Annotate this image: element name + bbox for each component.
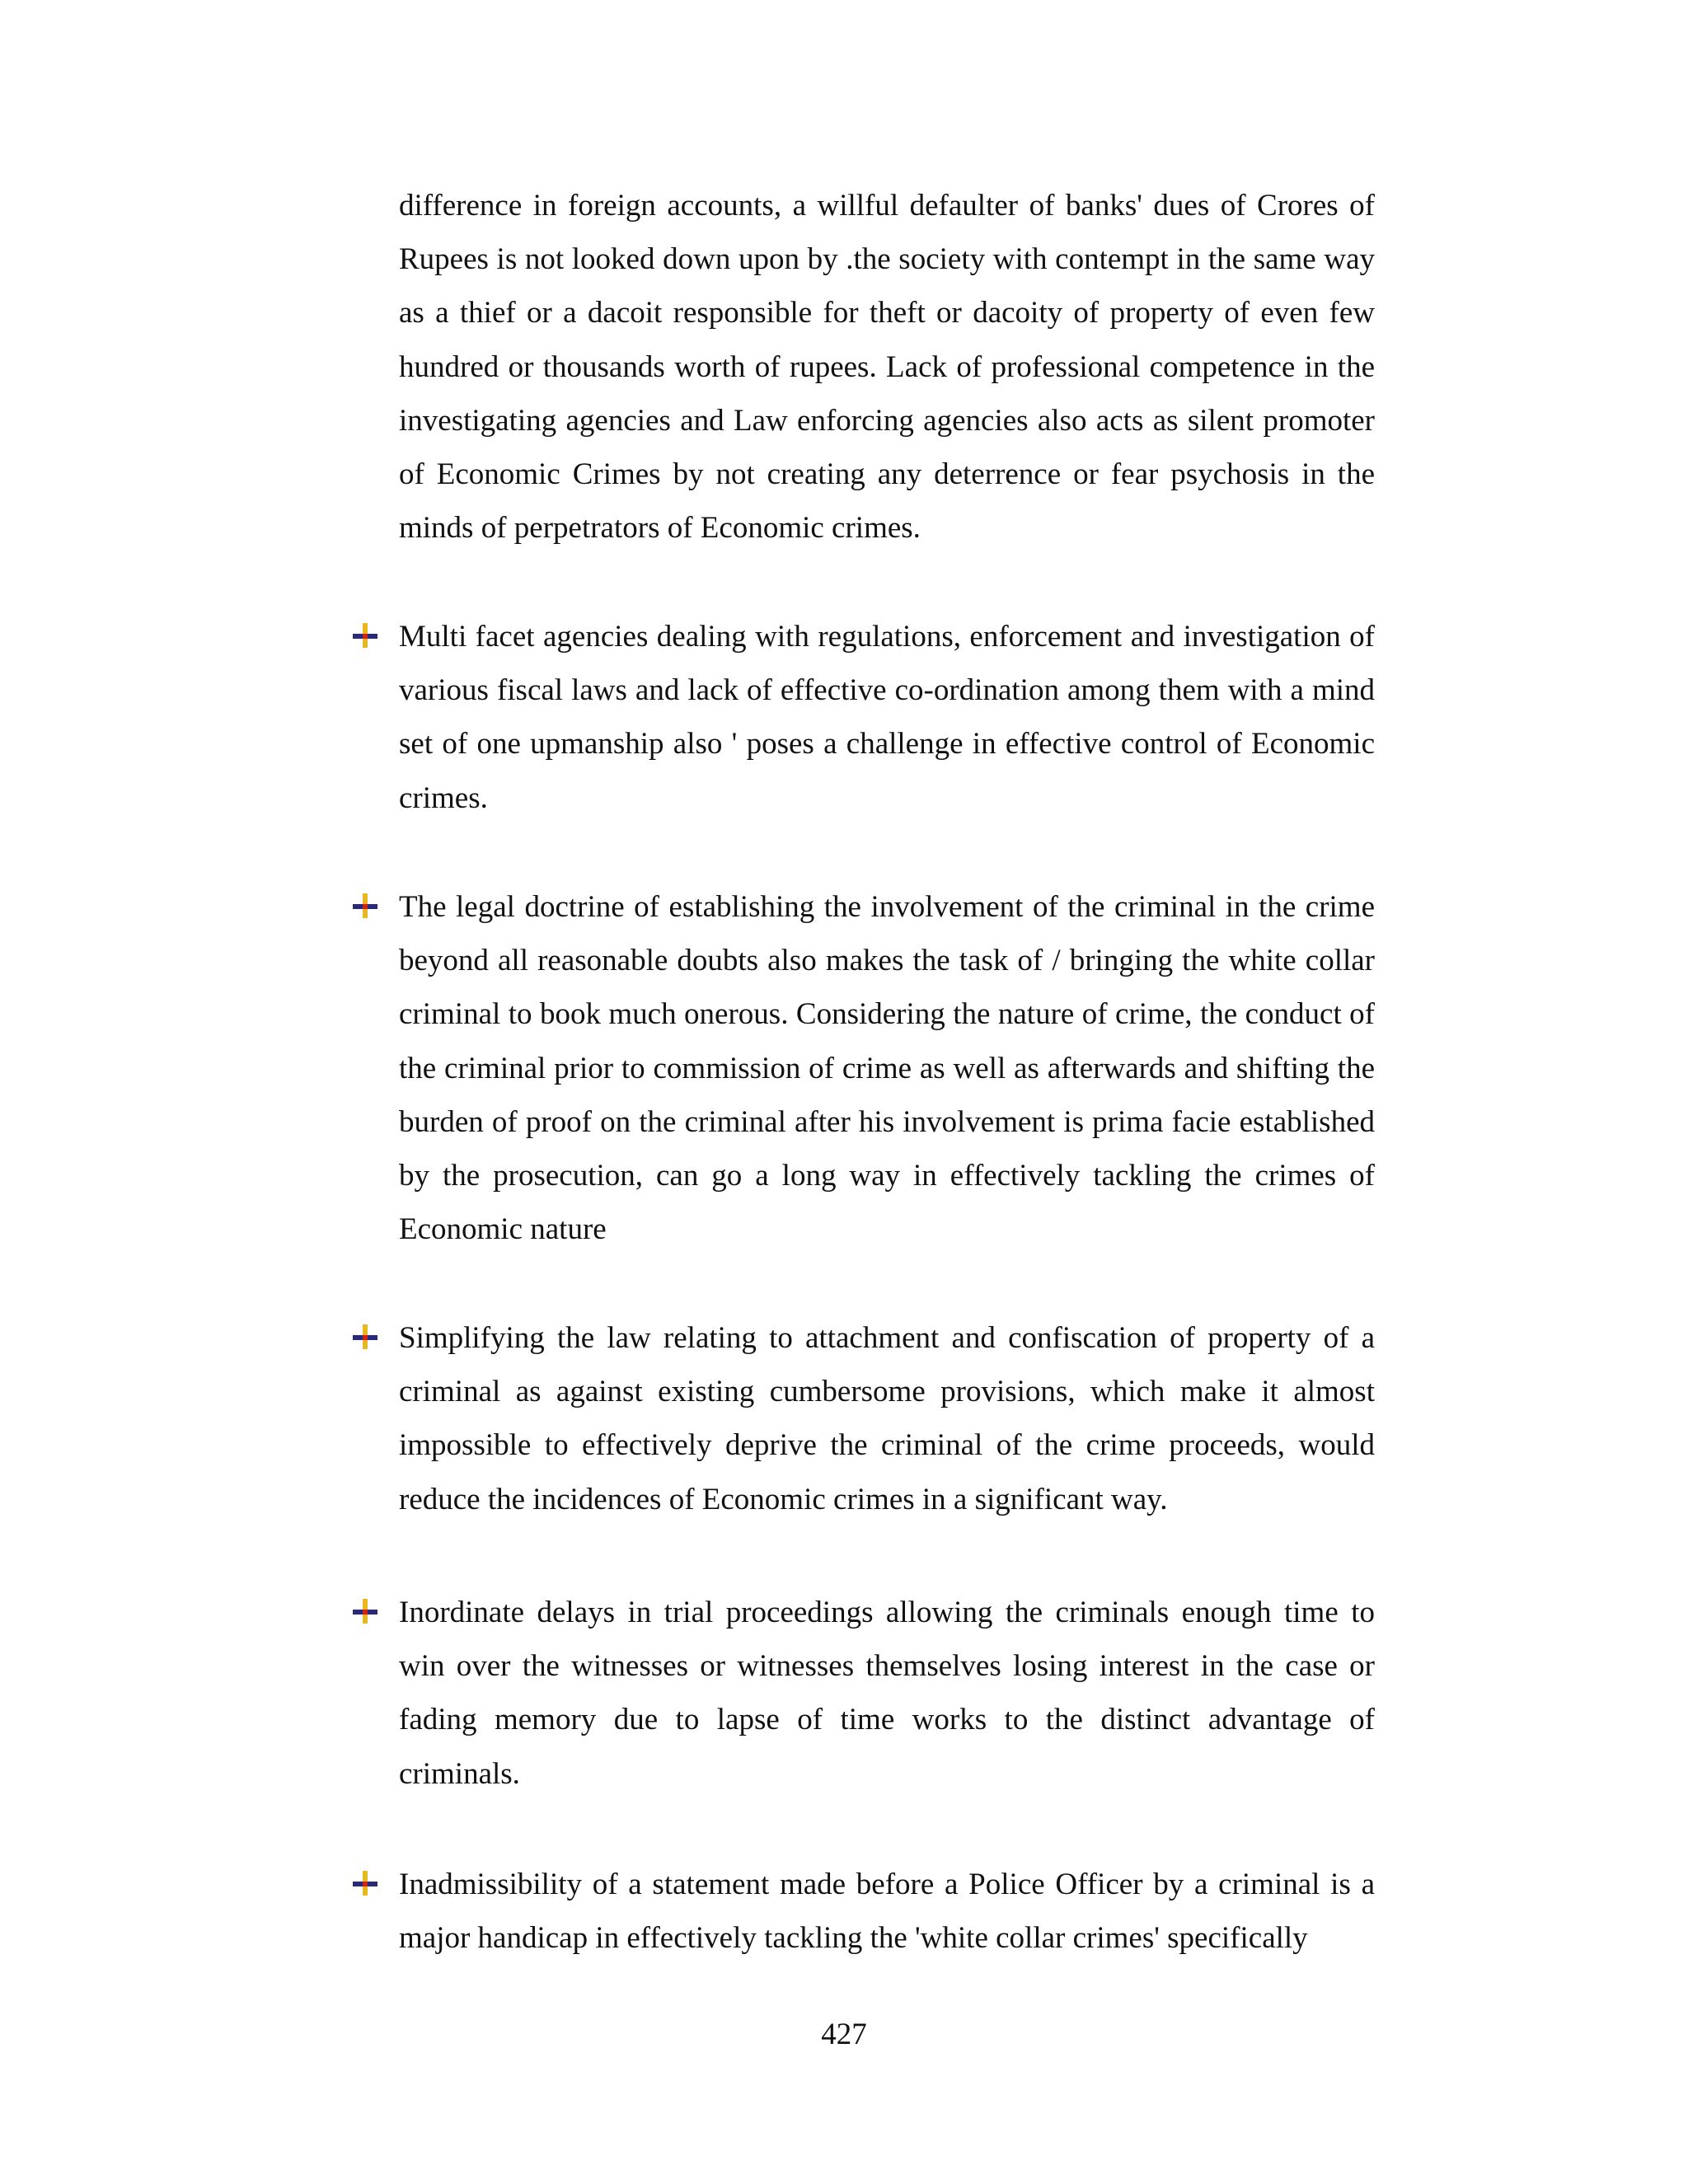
cross-bullet-icon (351, 1869, 379, 1897)
continuation-paragraph: difference in foreign accounts, a willful defaulter of banks' dues of Crores of Rupees is not looked down upon by .the society with contempt in the same way as a thief or a dacoit responsible for theft or dacoity of property of even few hundred or thousands worth of rupees. Lack of professional competence in the investigating agencies and Law enforcing agencies also acts as silent promoter of Economic Crimes by not creating any deterrence or fear psychosis in the minds of perpetrators of Economic crimes. (399, 189, 1375, 546)
cross-bullet-icon (351, 621, 379, 649)
bullet-item-4: Inordinate delays in trial proceedings allowing the criminals enough time to win over the witnesses or witnesses themselves losing interest in the case or fading memory due to lapse of time works to the distinct advantage of criminals. (399, 1596, 1375, 1791)
bullet-item-2: The legal doctrine of establishing the involvement of the criminal in the crime beyond all reasonable doubts also makes the task of / bringing the white collar criminal to book much onerous. Considering the nature of crime, the conduct of the criminal prior to commission of crime as well as afterwards and shifting the burden of proof on the criminal after his involvement is prima facie established by the prosecution, can go a long way in effectively tackling the crimes of Economic nature (399, 890, 1375, 1247)
bullet-item-3: Simplifying the law relating to attachment and confiscation of property of a criminal as against existing cumbersome provisions, which make it almost impossible to effectively deprive the criminal of the crime proceeds, would reduce the incidences of Economic crimes in a significant way. (399, 1321, 1375, 1516)
bullet-item-1: Multi facet agencies dealing with regulations, enforcement and investigation of various fiscal laws and lack of effective co-ordination among them with a mind set of one upmanship also ' poses a challenge in effective control of Economic crimes. (399, 620, 1375, 815)
page-number: 427 (821, 2018, 867, 2051)
cross-bullet-icon (351, 1323, 379, 1351)
bullet-item-5: Inadmissibility of a statement made before a Police Officer by a criminal is a major handicap in effectively tackling the 'white collar crimes' specifically (399, 1868, 1375, 1956)
cross-bullet-icon (351, 892, 379, 920)
cross-bullet-icon (351, 1597, 379, 1625)
